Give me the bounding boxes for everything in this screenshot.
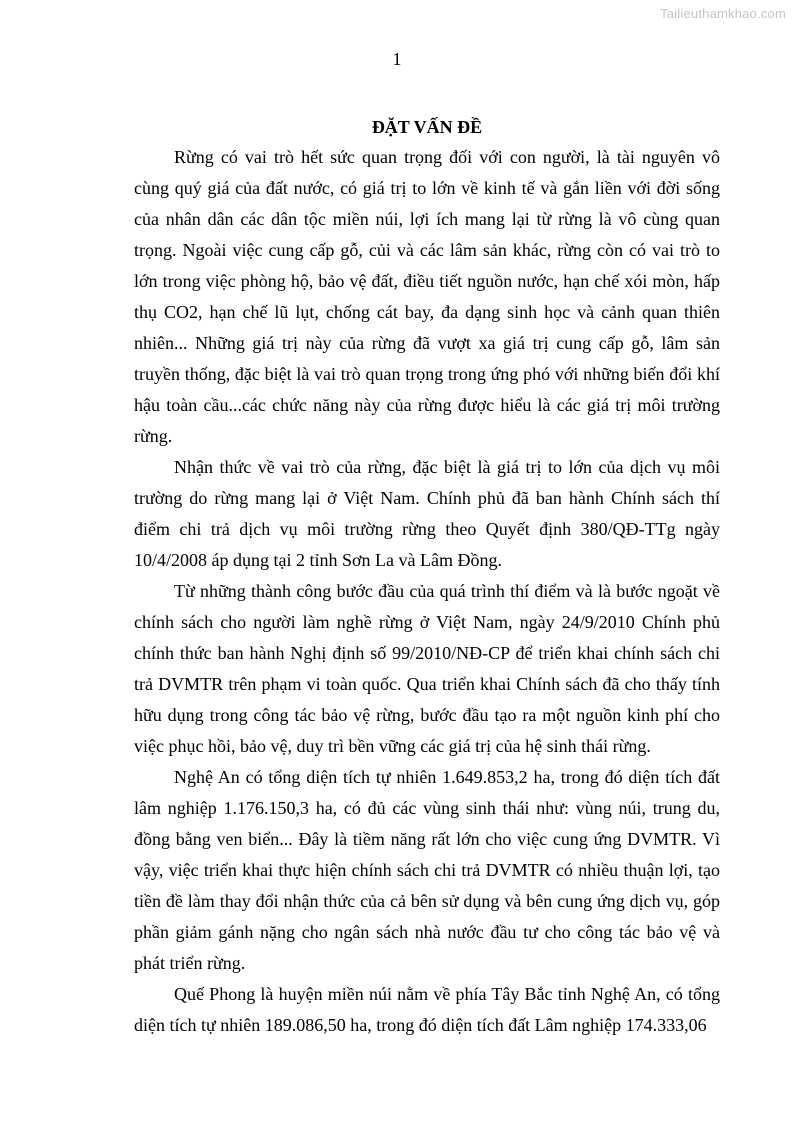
watermark: Tailieuthamkhao.com — [660, 6, 786, 21]
paragraph-3: Từ những thành công bước đầu của quá trình thí điểm và là bước ngoặt về chính sách cho người làm nghề rừng ở Việt Nam, ngày 24/9/2010 Chính phủ chính thức ban hành Nghị định số 99/2010/NĐ-CP để triển khai chính sách chi trả DVMTR trên phạm vi toàn quốc. Qua triển khai Chính sách đã cho thấy tính hữu dụng trong công tác bảo vệ rừng, bước đầu tạo ra một nguồn kinh phí cho việc phục hồi, bảo vệ, duy trì bền vững các giá trị của hệ sinh thái rừng. — [134, 581, 720, 756]
paragraph-4: Nghệ An có tổng diện tích tự nhiên 1.649.853,2 ha, trong đó diện tích đất lâm nghiệp 1.176.150,3 ha, có đủ các vùng sinh thái như: vùng núi, trung du, đồng bằng ven biển... Đây là tiềm năng rất lớn cho việc cung ứng DVMTR. Vì vậy, việc triển khai thực hiện chính sách chi trả DVMTR có nhiều thuận lợi, tạo tiền đề làm thay đổi nhận thức của cả bên sử dụng và bên cung ứng dịch vụ, góp phần giảm gánh nặng cho ngân sách nhà nước đầu tư cho công tác bảo vệ và phát triển rừng. — [134, 767, 720, 973]
paragraph-2: Nhận thức về vai trò của rừng, đặc biệt là giá trị to lớn của dịch vụ môi trường do rừng mang lại ở Việt Nam. Chính phủ đã ban hành Chính sách thí điểm chi trả dịch vụ môi trường rừng theo Quyết định 380/QĐ-TTg ngày 10/4/2008 áp dụng tại 2 tỉnh Sơn La và Lâm Đồng. — [134, 457, 720, 570]
document-body — [134, 112, 720, 1041]
section-heading: ĐẶT VẤN ĐỀ — [371, 117, 483, 137]
paragraph-1: Rừng có vai trò hết sức quan trọng đối với con người, là tài nguyên vô cùng quý giá của đất nước, có giá trị to lớn về kinh tế và gắn liền với đời sống của nhân dân các dân tộc miền núi, lợi ích mang lại từ rừng là vô cùng quan trọng. Ngoài việc cung cấp gỗ, củi và các lâm sản khác, rừng còn có vai trò to lớn trong việc phòng hộ, bảo vệ đất, điều tiết nguồn nước, hạn chế xói mòn, hấp thụ CO2, hạn chế lũ lụt, chống cát bay, đa dạng sinh học và cảnh quan thiên nhiên... Những giá trị này của rừng đã vượt xa giá trị cung cấp gỗ, lâm sản truyền thống, đặc biệt là vai trò quan trọng trong ứng phó với những biến đổi khí hậu toàn cầu...các chức năng này của rừng được hiểu là các giá trị môi trường rừng. — [134, 147, 720, 446]
paragraph-5: Quế Phong là huyện miền núi nằm về phía Tây Bắc tỉnh Nghệ An, có tổng diện tích tự nhiên 189.086,50 ha, trong đó diện tích đất Lâm nghiệp 174.333,06 — [134, 984, 720, 1035]
page-number: 1 — [392, 49, 402, 69]
